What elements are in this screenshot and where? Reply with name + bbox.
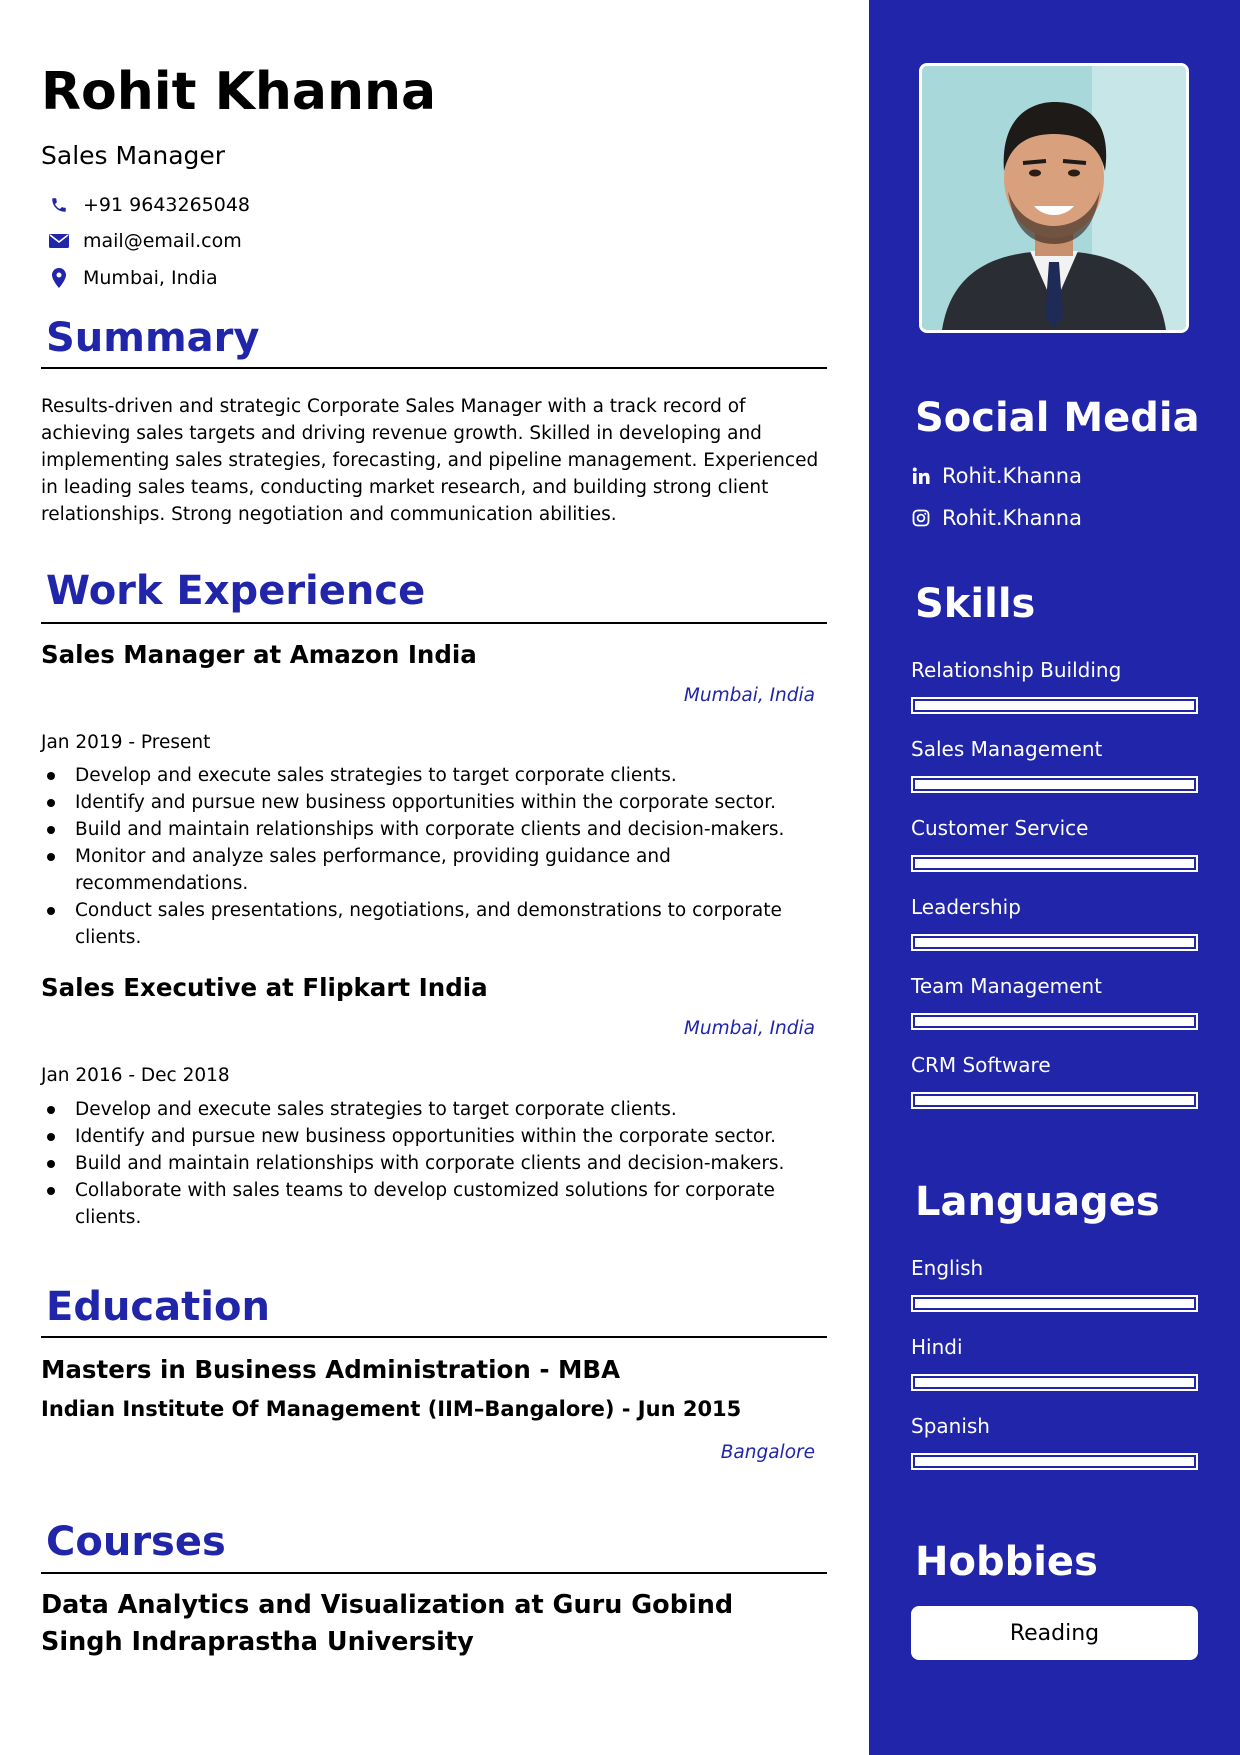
list-item: Conduct sales presentations, negotiations, and demonstrations to corporate clients.	[41, 897, 821, 951]
job-1-location: Mumbai, India	[683, 685, 815, 706]
job-2-title: Sales Executive at Flipkart India	[41, 973, 488, 1002]
skill-bar	[911, 855, 1198, 872]
hobby-tag: Reading	[911, 1606, 1198, 1660]
skills-heading: Skills	[915, 581, 1036, 627]
skill-label: CRM Software	[911, 1053, 1051, 1077]
list-item: Monitor and analyze sales performance, providing guidance and recommendations.	[41, 843, 821, 897]
education-institution: Indian Institute Of Management (IIM–Bangalore) - Jun 2015	[41, 1397, 742, 1421]
list-item: Build and maintain relationships with corporate clients and decision-makers.	[41, 816, 821, 843]
skill-bar-fill	[915, 859, 1194, 868]
map-pin-icon	[47, 266, 71, 290]
language-bar	[911, 1295, 1198, 1312]
language-label: Spanish	[911, 1414, 990, 1438]
education-divider	[41, 1336, 827, 1338]
profile-photo	[919, 63, 1189, 333]
skill-bar	[911, 1013, 1198, 1030]
social-heading: Social Media	[915, 395, 1200, 441]
skill-bar	[911, 934, 1198, 951]
contact-email	[41, 229, 242, 253]
phone-number: +91 9643265048	[83, 193, 251, 216]
candidate-name: Rohit Khanna	[41, 62, 437, 122]
contact-location	[41, 266, 218, 290]
job-1-title: Sales Manager at Amazon India	[41, 640, 477, 669]
list-item: Build and maintain relationships with corporate clients and decision-makers.	[41, 1150, 821, 1177]
course-item: Data Analytics and Visualization at Guru Gobind Singh Indraprastha University	[41, 1590, 734, 1657]
linkedin-handle: Rohit.Khanna	[942, 464, 1082, 488]
instagram-icon	[911, 508, 931, 528]
summary-text: Results-driven and strategic Corporate Sales Manager with a track record of achieving sales targets and driving revenue growth. Skilled in developing and implementing sales strategies, forecasting, and pipeline management. Experienced in leading sales teams, conducting market research, and building strong client relationships. Strong negotiation and communication abilities.	[41, 396, 819, 525]
job-2-responsibilities	[41, 1096, 821, 1231]
list-item: Collaborate with sales teams to develop customized solutions for corporate clients.	[41, 1177, 821, 1231]
skill-label: Customer Service	[911, 816, 1089, 840]
skill-bar-fill	[915, 1096, 1194, 1105]
social-instagram[interactable]	[911, 506, 1082, 530]
language-bar-fill	[915, 1378, 1194, 1387]
skill-bar	[911, 697, 1198, 714]
experience-divider	[41, 622, 827, 624]
location-text: Mumbai, India	[83, 266, 218, 289]
job-2-dates: Jan 2016 - Dec 2018	[41, 1065, 230, 1086]
list-item: Identify and pursue new business opportunities within the corporate sector.	[41, 789, 821, 816]
hobbies-heading: Hobbies	[915, 1539, 1098, 1585]
language-bar	[911, 1374, 1198, 1391]
social-linkedin[interactable]	[911, 464, 1082, 488]
skill-label: Relationship Building	[911, 658, 1122, 682]
summary-heading: Summary	[46, 315, 260, 361]
skill-bar	[911, 776, 1198, 793]
sidebar	[869, 0, 1240, 1755]
skill-bar-fill	[915, 938, 1194, 947]
education-heading: Education	[46, 1284, 270, 1330]
skill-label: Team Management	[911, 974, 1102, 998]
education-degree: Masters in Business Administration - MBA	[41, 1355, 621, 1384]
contact-phone	[41, 193, 250, 217]
language-bar-fill	[915, 1457, 1194, 1466]
job-2-location: Mumbai, India	[683, 1018, 815, 1039]
language-label: English	[911, 1256, 984, 1280]
skill-bar-fill	[915, 701, 1194, 710]
skill-label: Sales Management	[911, 737, 1103, 761]
skill-bar	[911, 1092, 1198, 1109]
email-address: mail@email.com	[83, 229, 242, 252]
list-item: Develop and execute sales strategies to target corporate clients.	[41, 1096, 821, 1123]
courses-heading: Courses	[46, 1519, 226, 1565]
language-bar-fill	[915, 1299, 1194, 1308]
phone-icon	[47, 193, 71, 217]
list-item: Identify and pursue new business opportunities within the corporate sector.	[41, 1123, 821, 1150]
skill-label: Leadership	[911, 895, 1021, 919]
experience-heading: Work Experience	[46, 568, 426, 614]
language-label: Hindi	[911, 1335, 963, 1359]
language-bar	[911, 1453, 1198, 1470]
envelope-icon	[47, 229, 71, 253]
education-location: Bangalore	[720, 1442, 815, 1463]
job-1-dates: Jan 2019 - Present	[41, 732, 211, 753]
linkedin-icon	[911, 466, 931, 486]
skill-bar-fill	[915, 1017, 1194, 1026]
job-title: Sales Manager	[41, 141, 226, 170]
instagram-handle: Rohit.Khanna	[942, 506, 1082, 530]
job-1-responsibilities	[41, 762, 821, 951]
list-item: Develop and execute sales strategies to target corporate clients.	[41, 762, 821, 789]
summary-divider	[41, 367, 827, 369]
languages-heading: Languages	[915, 1179, 1160, 1225]
courses-divider	[41, 1572, 827, 1574]
skill-bar-fill	[915, 780, 1194, 789]
